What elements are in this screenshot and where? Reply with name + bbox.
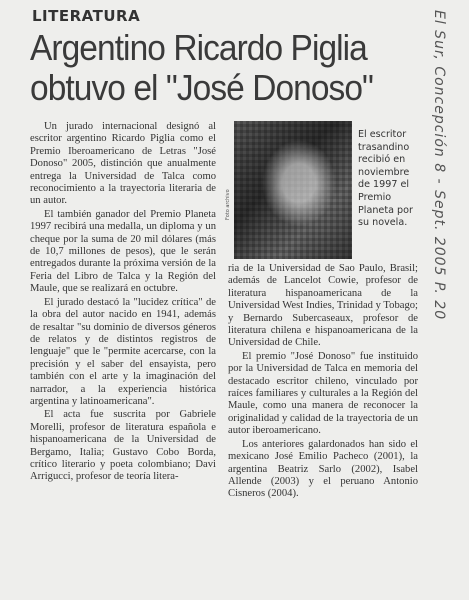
paragraph: El también ganador del Premio Planeta 1997 recibirá una medalla, un diploma y un cheque por la suma de 20 mil dólares (más de 10,7 millones de pesos), que le serán entregados durante la próxima versión de la Feria del Libro de Talca y la Región del Maule, que se realizará en octubre. (30, 208, 216, 295)
left-column (30, 121, 216, 485)
section-label: LITERATURA (32, 7, 141, 25)
paragraph: El acta fue suscrita por Gabriele Morelli, profesor de literatura española e hispanoamericana de la Universidad de Bergamo, Italia; Gustavo Cobo Borda, crítico literario y poeta colombiano; Davi Arrigucci, profesor de teoría litera- (30, 409, 216, 483)
photo-caption: El escritor trasandino recibió en noviembre de 1997 el Premio Planeta por su novela. (358, 129, 413, 229)
right-column (228, 263, 418, 502)
photo-credit: Foto archivo (225, 189, 231, 220)
handwritten-source-note: El Sur, Concepción 8 - Sept. 2005 P. 20 (431, 10, 447, 321)
paragraph: El premio "José Donoso" fue instituido por la Universidad de Talca en memoria del destacado escritor chileno, vinculado por raíces familiares y culturales a la Región del Maule, como una manera de reconocer la originalidad y calidad de la trayectoria de un autor iberoamericano. (228, 350, 418, 437)
paragraph-continuation: ria de la Universidad de Sao Paulo, Brasil; además de Lancelot Cowie, profesor de literatura hispanoamericana de la Universidad West Indies, Trinidad y Tobago; y Bernardo Subercaseaux, profesor de literatura chilena e hispanoamericana de la Universidad de Chile. (228, 263, 418, 349)
author-photo (234, 121, 352, 259)
paragraph: El jurado destacó la "lucidez crítica" de la obra del autor nacido en 1941, además de resaltar "su dominio de diversos géneros de relatos y de distintos registros de lenguaje" que le "permite acercarse, con la precisión y el saber del ensayista, pero también con el arte y la imaginación del narrador, a la experiencia histórica argentina y latinoamericana". (30, 296, 216, 407)
headline (30, 28, 383, 108)
headline-line-2: obtuvo el "José Donoso" (30, 67, 373, 108)
paragraph: Los anteriores galardonados han sido el mexicano José Emilio Pacheco (2001), la argentina Beatriz Sarlo (2002), Isabel Allende (2003) y el peruano Antonio Cisneros (2004). (228, 438, 418, 500)
headline-line-1: Argentino Ricardo Piglia (30, 27, 367, 68)
paragraph: Un jurado internacional designó al escritor argentino Ricardo Piglia como el Premio Iberoamericano de Letras "José Donoso" 2005, distinción que anualmente entrega la Universidad de Talca como reconocimiento a la trayectoria literaria de un autor. (30, 121, 216, 207)
